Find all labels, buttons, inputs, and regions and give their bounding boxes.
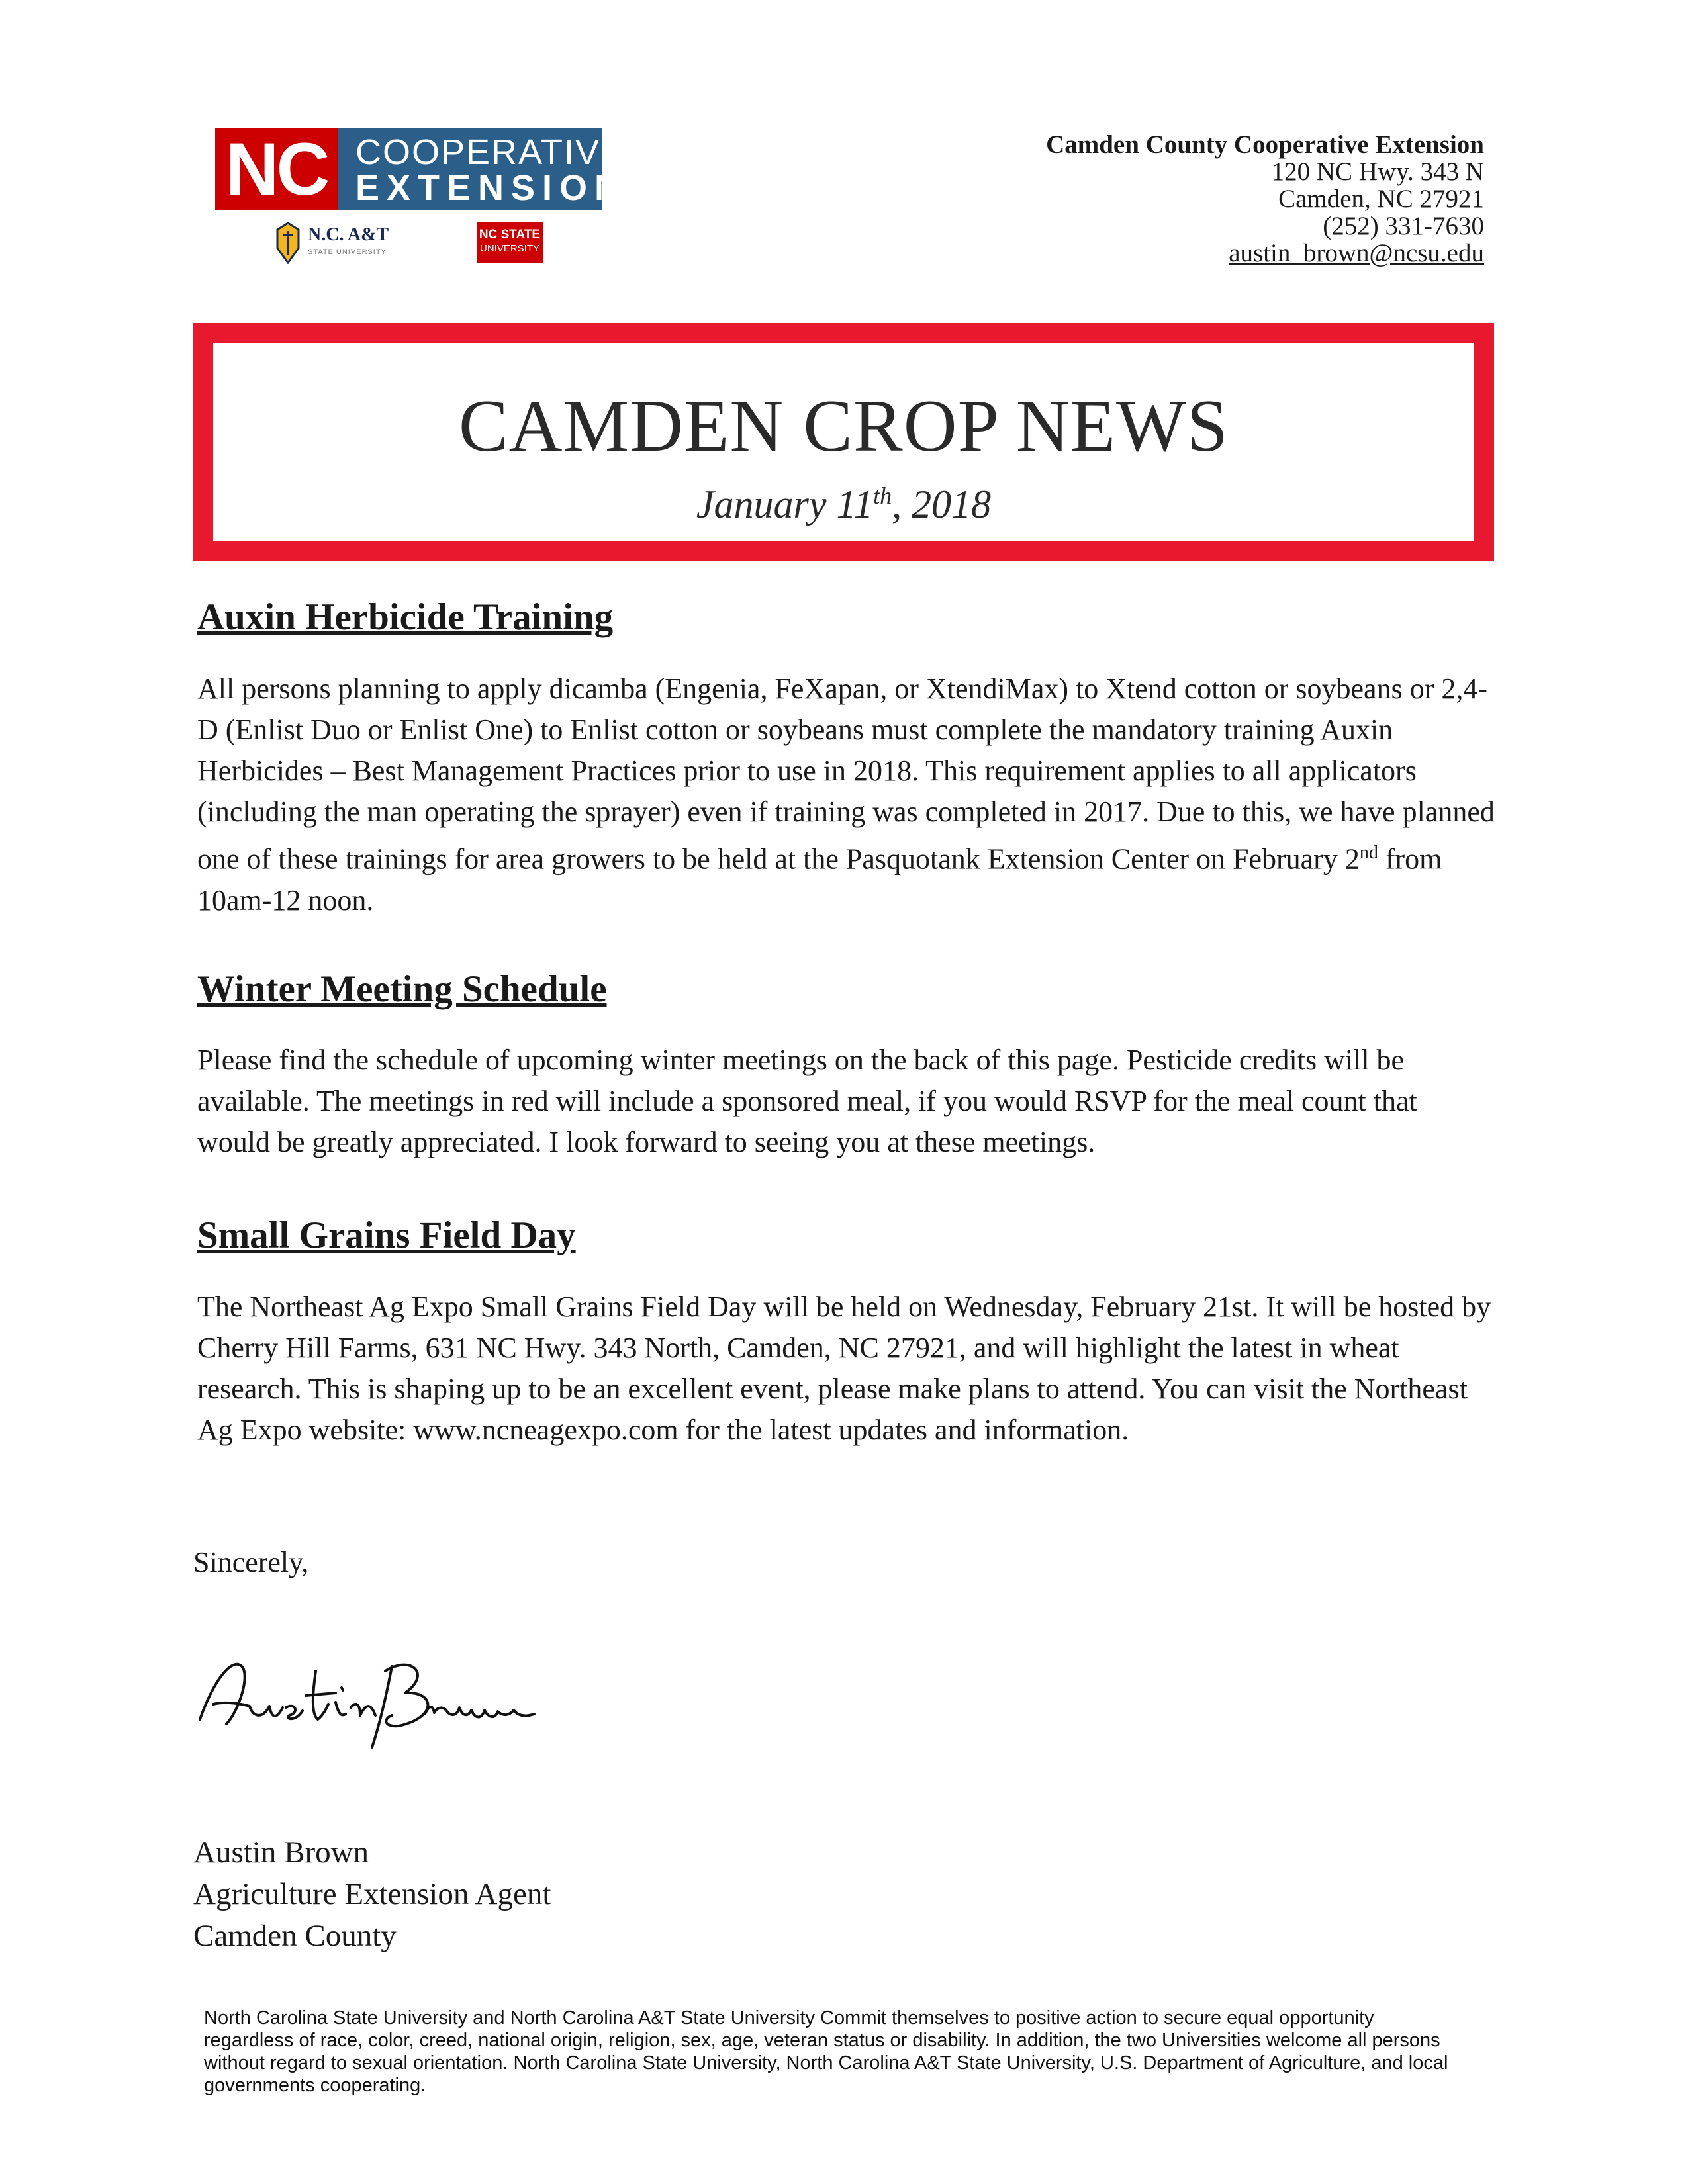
address-city: Camden, NC 27921 xyxy=(1278,185,1484,213)
signature-image xyxy=(187,1641,557,1767)
signer-name: Austin Brown xyxy=(193,1835,369,1870)
address-org: Camden County Cooperative Extension xyxy=(1046,130,1484,159)
address-email-link[interactable]: austin_brown@ncsu.edu xyxy=(1229,239,1484,267)
auxin-body-end: from 10am-12 noon. xyxy=(197,842,1442,917)
nc-at-subtitle: STATE UNIVERSITY xyxy=(308,248,387,256)
nc-at-name: N.C. A&T xyxy=(308,224,389,245)
date-suffix: th xyxy=(873,482,892,509)
date-year: , 2018 xyxy=(892,482,992,526)
nc-state-line1: NC STATE xyxy=(479,228,541,242)
section-heading-small-grains: Small Grains Field Day xyxy=(197,1214,576,1256)
section-heading-auxin: Auxin Herbicide Training xyxy=(197,596,614,638)
nc-at-shield-icon xyxy=(276,222,300,264)
newsletter-date xyxy=(213,482,1474,527)
nc-state-line2: UNIVERSITY xyxy=(479,243,539,254)
nondiscrimination-footer: North Carolina State University and North Carolina A&T State University Commit themselves to positive action to secure equal opportunity regardless of race, color, creed, national origin, religion, sex, age, veteran status or disability. In addition, the two Universities welcome all persons without regard to sexual orientation. North Carolina State University, North Carolina A&T State University, U.S. Department of Agriculture, and local governments cooperating. xyxy=(204,2007,1448,2096)
section-body-auxin xyxy=(197,668,1495,921)
newsletter-banner xyxy=(193,323,1494,561)
logo-line1: COOPERATIVE xyxy=(355,132,626,172)
nc-at-logo xyxy=(276,222,428,268)
section-heading-winter: Winter Meeting Schedule xyxy=(197,968,607,1010)
banner-inner xyxy=(213,343,1474,541)
signer-title: Agriculture Extension Agent xyxy=(193,1877,551,1911)
signer-block xyxy=(193,1832,551,1957)
section-body-small-grains: The Northeast Ag Expo Small Grains Field Day will be held on Wednesday, February 21st. It will be hosted by Cherry Hill Farms, 631 NC Hwy. 343 North, Camden, NC 27921, and will highlight the latest in wheat research. This is shaping up to be an excellent event, please make plans to attend. You can visit the Northeast Ag Expo website: www.ncneagexpo.com for the latest updates and information. xyxy=(197,1291,1491,1446)
address-block xyxy=(888,131,1484,267)
nc-state-logo xyxy=(477,222,543,263)
address-street: 120 NC Hwy. 343 N xyxy=(1271,158,1484,186)
auxin-body-text: All persons planning to apply dicamba (Engenia, FeXapan, or XtendiMax) to Xtend cotton or soybeans or 2,4-D (Enlist Duo or Enlist One) to Enlist cotton or soybeans must complete the mandatory training Auxin Herbicides – Best Management Practices prior to use in 2018. This requirement applies to all applicators (including the man operating the sprayer) even if training was completed in 2017. Due to this, we have planned one of these trainings for area growers to be held at the Pasquotank Extension Center on February 2 xyxy=(197,672,1495,876)
auxin-date-suffix: nd xyxy=(1359,842,1378,863)
logo-nc-mark: NC xyxy=(215,128,338,210)
logo-line2: EXTENSION xyxy=(355,168,628,208)
newsletter-title: CAMDEN CROP NEWS xyxy=(458,385,1229,467)
signer-county: Camden County xyxy=(193,1919,397,1953)
section-body-winter: Please find the schedule of upcoming winter meetings on the back of this page. Pesticide credits will be available. The meetings in red will include a sponsored meal, if you would RSVP for the meal count that would be greatly appreciated. I look forward to seeing you at these meetings. xyxy=(197,1044,1417,1158)
date-month-day: January 11 xyxy=(696,482,874,526)
closing: Sincerely, xyxy=(193,1546,309,1578)
address-phone: (252) 331-7630 xyxy=(1323,212,1484,240)
nc-cooperative-extension-logo xyxy=(215,122,628,285)
